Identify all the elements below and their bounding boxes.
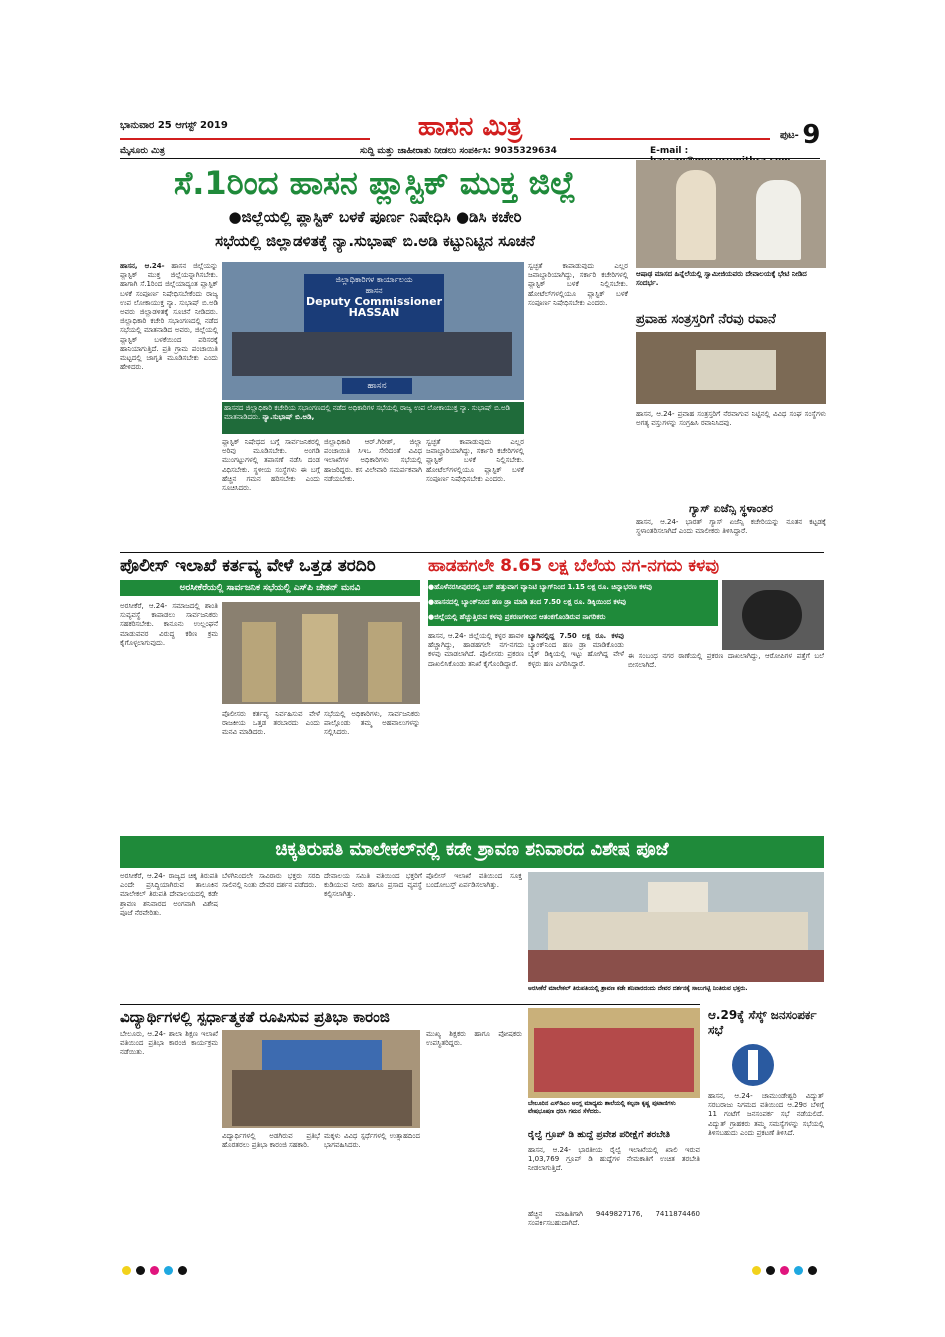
- lead-column-5: [528, 262, 628, 532]
- publisher-name: ಮೈಸೂರು ಮಿತ್ರ: [120, 146, 165, 156]
- stage-banner: [262, 1040, 382, 1070]
- cess-headline: ಆ.29ಕ್ಕೆ ಸೆಸ್ಕ್ ಜನಸಂಪರ್ಕ ಸಭೆ: [708, 1008, 817, 1037]
- masthead: [110, 112, 830, 160]
- reg-dot-cyan-r: [794, 1266, 803, 1275]
- reg-dot-magenta-r: [780, 1266, 789, 1275]
- pratibha-photo: [222, 1030, 420, 1128]
- railway-body: ಹಾಸನ, ಆ.24- ಭಾರತೀಯ ರೈಲ್ವೆ ಇಲಾಖೆಯಲ್ಲಿ ಖಾಲಿ ಇರುವ 1,03,769 ಗ್ರೂಪ್ ಡಿ ಹುದ್ದೆಗಳ ನೇಮಕಾತಿಗೆ ಉಚಿತ ತರಬೇತಿ ನೀಡಲಾಗುತ್ತಿದೆ.: [528, 1146, 700, 1173]
- flood-headline: ಪ್ರವಾಹ ಸಂತ್ರಸ್ತರಿಗೆ ನೆರವು ರವಾನೆ: [636, 312, 776, 327]
- theft-headline: ಹಾಡಹಗಲೇ 8.65 ಲಕ್ಷ ಬೆಲೆಯ ನಗ-ನಗದು ಕಳವು: [428, 556, 720, 576]
- police-column-1: ಅರಸೀಕೆರೆ, ಆ.24- ಸಮಾಜದಲ್ಲಿ ಶಾಂತಿ ಸುವ್ಯವಸ್ಥೆ ಕಾಪಾಡಲು ಸಾರ್ವಜನಿಕರು ಸಹಕರಿಸಬೇಕು. ಕಾನೂನು ಉಲ್ಲಂಘನೆ ಮಾಡುವವರ ವಿರುದ್ಧ ಕಠಿಣ ಕ್ರಮ ಕೈಗೊಳ್ಳಲಾಗುವುದು.: [120, 602, 218, 647]
- theft-column-3: ಈ ಸಂಬಂಧ ನಗರ ಠಾಣೆಯಲ್ಲಿ ಪ್ರಕರಣ ದಾಖಲಾಗಿದ್ದು, ಆರೋಪಿಗಳ ಪತ್ತೆಗೆ ಬಲೆ ಬೀಸಲಾಗಿದೆ.: [628, 652, 824, 670]
- children-caption: ಬೇಲೂರಿನ ಎಸ್‌ಡಿಎಂ ಆಂಗ್ಲ ಮಾಧ್ಯಮ ಶಾಲೆಯಲ್ಲಿ ಕಲ್ಪನಾ ಕೃಷ್ಣ ಪುಟಾಣಿಗಳು ವೇಷಭೂಷಣ ಧರಿಸಿ ಗಮನ ಸೆಳೆದರು.: [528, 1100, 676, 1115]
- police-photo: [222, 602, 420, 704]
- railway-headline: ರೈಲ್ವೆ ಗ್ರೂಪ್ ಡಿ ಹುದ್ದೆ ಪ್ರವೇಶ ಪರೀಕ್ಷೆಗೆ ತರಬೇತಿ: [528, 1130, 671, 1140]
- temple-caption: ಅರಸೀಕೆರೆ ಮಾಲೇಕಲ್ ತಿರುಪತಿಯಲ್ಲಿ ಶ್ರಾವಣ ಕಡೇ ಶನಿವಾರದಂದು ದೇವರ ದರ್ಶನಕ್ಕೆ ಸಾಲುಗಟ್ಟಿ ನಿಂತಿರುವ ಭಕ್ತರು.: [528, 985, 748, 992]
- sign-line-2: ಹಾಸನ: [365, 286, 383, 295]
- relief-van: [696, 350, 776, 390]
- reg-dot-black-r: [766, 1266, 775, 1275]
- lead-caption-text: ಹಾಸನದ ಜಿಲ್ಲಾಧಿಕಾರಿ ಕಚೇರಿಯ ಸಭಾಂಗಣದಲ್ಲಿ ನಡೆದ ಅಧಿಕಾರಿಗಳ ಸಭೆಯಲ್ಲಿ ರಾಜ್ಯ ಉಪ ಲೋಕಾಯುಕ್ತ ನ್ಯಾ. ಸುಭಾಷ್ ಬಿ.ಅಡಿ ಮಾತನಾಡಿದರು.: [224, 404, 511, 421]
- lead-column-4: ಸ್ವಚ್ಛತೆ ಕಾಪಾಡುವುದು ಎಲ್ಲರ ಜವಾಬ್ದಾರಿಯಾಗಿದ್ದು, ಸರ್ಕಾರಿ ಕಚೇರಿಗಳಲ್ಲಿ ಪ್ಲಾಸ್ಟಿಕ್ ಬಳಕೆ ನಿಲ್ಲಿಸಬೇಕು. ಹೋಟೆಲ್‌ಗಳಲ್ಲಿಯೂ ಪ್ಲಾಸ್ಟಿಕ್ ಬಳಕೆ ಸಂಪೂರ್ಣ ನಿಷೇಧಿಸಬೇಕು ಎಂದರು.: [426, 438, 524, 483]
- puja-column-1: ಅರಸೀಕೆರೆ, ಆ.24- ರಾಜ್ಯದ ಚಿಕ್ಕ ತಿರುಪತಿ ಎಂದೇ ಪ್ರಸಿದ್ಧಿಯಾಗಿರುವ ತಾಲೂಕಿನ ಮಾಲೇಕಲ್ ತಿರುಪತಿ ದೇವಾಲಯದಲ್ಲಿ ಕಡೇ ಶ್ರಾವಣ ಶನಿವಾರದ ಅಂಗವಾಗಿ ವಿಶೇಷ ಪೂಜೆ ನೆರವೇರಿತು.: [120, 872, 218, 917]
- police-headline: ಪೊಲೀಸ್ ಇಲಾಖೆ ಕರ್ತವ್ಯ ವೇಳೆ ಒತ್ತಡ ತರದಿರಿ: [120, 556, 376, 576]
- flood-body: ಹಾಸನ, ಆ.24- ಪ್ರವಾಹ ಸಂತ್ರಸ್ತರಿಗೆ ನೆರವಾಗುವ ನಿಟ್ಟಿನಲ್ಲಿ ವಿವಿಧ ಸಂಘ ಸಂಸ್ಥೆಗಳು ಅಗತ್ಯ ವಸ್ತುಗಳನ್ನು ಸಂಗ್ರಹಿಸಿ ರವಾನಿಸಿದವು.: [636, 410, 826, 428]
- registration-marks-right: [752, 1260, 822, 1279]
- dignitary-figures: [232, 1070, 412, 1126]
- chain-theft-photo: [722, 580, 824, 650]
- lead-column-1: [120, 262, 218, 532]
- masthead-rule-left: [120, 138, 370, 140]
- lead-dateline: ಹಾಸನ, ಆ.24-: [120, 262, 165, 270]
- theft-column-2: [528, 632, 624, 832]
- children-group-photo: [528, 1008, 700, 1098]
- pratibha-top-rule: [120, 1004, 700, 1005]
- police-officer-1: [242, 622, 276, 702]
- registration-marks-left: [122, 1260, 192, 1279]
- pratibha-column-1: ಬೇಲೂರು, ಆ.24- ಶಾಲಾ ಶಿಕ್ಷಣ ಇಲಾಖೆ ವತಿಯಿಂದ ಪ್ರತಿಭಾ ಕಾರಂಜಿ ಕಾರ್ಯಕ್ರಮ ನಡೆಯಿತು.: [120, 1030, 218, 1057]
- flood-relief-photo: [636, 332, 826, 404]
- lead-headline: ಸೆ.1ರಿಂದ ಹಾಸನ ಪ್ಲಾಸ್ಟಿಕ್ ಮುಕ್ತ ಜಿಲ್ಲೆ: [174, 164, 576, 202]
- lead-column-3: ಜಿಲ್ಲಾಧಿಕಾರಿ ಆರ್.ಗಿರೀಶ್, ಜಿಲ್ಲಾ ಪಂಚಾಯಿತಿ ಸಿಇಒ ಸೇರಿದಂತೆ ವಿವಿಧ ಇಲಾಖೆಗಳ ಅಧಿಕಾರಿಗಳು ಸಭೆಯಲ್ಲಿ ಹಾಜರಿದ್ದರು. ಕಸ ವಿಲೇವಾರಿ ಸಮರ್ಪಕವಾಗಿ ನಡೆಯಬೇಕು.: [324, 438, 422, 483]
- police-officer-2: [302, 614, 338, 702]
- helmet-figure: [742, 590, 802, 640]
- police-column-3: ಸಭೆಯಲ್ಲಿ ಅಧಿಕಾರಿಗಳು, ಸಾರ್ವಜನಿಕರು ಪಾಲ್ಗೊಂಡು ತಮ್ಮ ಅಹವಾಲುಗಳನ್ನು ಸಲ್ಲಿಸಿದರು.: [324, 710, 420, 737]
- issue-date: ಭಾನುವಾರ 25 ಆಗಸ್ಟ್ 2019: [120, 120, 228, 131]
- puja-column-4: ಪೊಲೀಸ್ ಇಲಾಖೆ ವತಿಯಿಂದ ಸೂಕ್ತ ಬಂದೋಬಸ್ತ್ ಏರ್ಪಡಿಸಲಾಗಿತ್ತು.: [426, 872, 522, 890]
- theft-bullet-1: ●ಹೊಳೆನರಸೀಪುರದಲ್ಲಿ ಬಸ್ ಹತ್ತುವಾಗ ವ್ಯಾನಿಟಿ ಬ್ಯಾಗ್‌ನಿಂದ 1.15 ಲಕ್ಷ ರೂ. ಚಿನ್ನಾಭರಣ ಕಳವು: [428, 583, 652, 591]
- lead-col5-text: ಸ್ವಚ್ಛತೆ ಕಾಪಾಡುವುದು ಎಲ್ಲರ ಜವಾಬ್ದಾರಿಯಾಗಿದ್ದು, ಸರ್ಕಾರಿ ಕಚೇರಿಗಳಲ್ಲಿ ಪ್ಲಾಸ್ಟಿಕ್ ಬಳಕೆ ನಿಲ್ಲಿಸಬೇಕು. ಹೋಟೆಲ್‌ಗಳಲ್ಲಿಯೂ ಪ್ಲಾಸ್ಟಿಕ್ ಬಳಕೆ ಸಂಪೂರ್ಣ ನಿಷೇಧಿಸಬೇಕು ಎಂದರು.: [528, 262, 628, 307]
- swamiji-figure: [676, 170, 716, 260]
- page-label: ಪುಟ-: [780, 130, 799, 141]
- police-top-rule: [120, 552, 824, 553]
- theft-bullets: [428, 580, 718, 626]
- children-row: [534, 1028, 694, 1092]
- theft-col2-text: ಬ್ಯಾಂಕ್‌ನಿಂದ ಹಣ ಡ್ರಾ ಮಾಡಿಕೊಂಡು ಬೈಕ್ ಡಿಕ್ಕಿಯಲ್ಲಿ ಇಟ್ಟು ಹೋಗಿದ್ದ ವೇಳೆ ಕಳ್ಳರು ಹಣ ಎಗರಿಸಿದ್ದಾರೆ.: [528, 641, 624, 668]
- devotee-figure: [756, 180, 801, 260]
- reg-dot-yellow: [122, 1266, 131, 1275]
- people-row: [232, 332, 512, 376]
- lead-caption-credit: ನ್ಯಾ.ಸುಭಾಷ್ ಬಿ.ಅಡಿ,: [262, 413, 315, 421]
- temple-building: [548, 912, 808, 952]
- reg-dot-magenta: [150, 1266, 159, 1275]
- gas-body: ಹಾಸನ, ಆ.24- ಭಾರತ್ ಗ್ಯಾಸ್ ಏಜೆನ್ಸಿ ಕಚೇರಿಯನ್ನು ನೂತನ ಕಟ್ಟಡಕ್ಕೆ ಸ್ಥಳಾಂತರಿಸಲಾಗಿದೆ ಎಂದು ಮಾಲೀಕರು ತಿಳಿಸಿದ್ದಾರೆ.: [636, 518, 826, 536]
- police-subhead: ಅರಸೀಕೆರೆಯಲ್ಲಿ ಸಾರ್ವಜನಿಕ ಸಭೆಯಲ್ಲಿ ಎಸ್‌ಪಿ ಚೇತನ್ ಮನವಿ: [120, 580, 420, 596]
- logo-mark: [748, 1050, 758, 1080]
- swamiji-photo: [636, 160, 826, 268]
- reg-dot-black-r2: [808, 1266, 817, 1275]
- contact-email: E-mail :: [650, 146, 689, 156]
- gas-headline: ಗ್ಯಾಸ್ ಏಜೆನ್ಸಿ ಸ್ಥಳಾಂತರ: [689, 502, 773, 515]
- sign-line-3: Deputy Commissioner: [305, 295, 443, 308]
- masthead-bottom-rule: [120, 158, 820, 159]
- masthead-rule-right: [570, 138, 770, 140]
- lead-col1-text: ಹಾಸನ ಜಿಲ್ಲೆಯನ್ನು ಪ್ಲಾಸ್ಟಿಕ್ ಮುಕ್ತ ಜಿಲ್ಲೆಯನ್ನಾಗಿಸಬೇಕು. ಹಾಗಾಗಿ ಸೆ.1ರಿಂದ ಜಿಲ್ಲೆಯಾದ್ಯಂತ ಪ್ಲಾಸ್ಟಿಕ್ ಬಳಕೆ ಸಂಪೂರ್ಣ ನಿಷೇಧಿಸಬೇಕೆಂದು ರಾಜ್ಯ ಉಪ ಲೋಕಾಯುಕ್ತ ನ್ಯಾ. ಸುಭಾಷ್ ಬಿ.ಅಡಿ ಅವರು ಜಿಲ್ಲಾಡಳಿತಕ್ಕೆ ಸೂಚನೆ ನೀಡಿದರು. ಜಿಲ್ಲಾಧಿಕಾರಿ ಕಚೇರಿ ಸಭಾಂಗಣದಲ್ಲಿ ನಡೆದ ಸಭೆಯಲ್ಲಿ ಮಾತನಾಡಿದ ಅವರು, ಜಿಲ್ಲೆಯಲ್ಲಿ ಪ್ಲಾಸ್ಟಿಕ್ ಬಳಕೆಯಿಂದ ಪರಿಸರಕ್ಕೆ ಹಾನಿಯಾಗುತ್ತಿದೆ. ಪ್ರತಿ ಗ್ರಾಮ ಪಂಚಾಯಿತಿ ಮಟ್ಟದಲ್ಲಿ ಜಾಗೃತಿ ಮೂಡಿಸಬೇಕು ಎಂದು ಹೇಳಿದರು.: [120, 262, 218, 372]
- lead-subhead-1: ●ಜಿಲ್ಲೆಯಲ್ಲಿ ಪ್ಲಾಸ್ಟಿಕ್ ಬಳಕೆ ಪೂರ್ಣ ನಿಷೇಧಿಸಿ ●ಡಿಸಿ ಕಚೇರಿ: [228, 208, 522, 226]
- police-column-2: ಪೊಲೀಸರು ಕರ್ತವ್ಯ ನಿರ್ವಹಿಸುವ ವೇಳೆ ರಾಜಕೀಯ ಒತ್ತಡ ತರಬಾರದು ಎಂದು ಮನವಿ ಮಾಡಿದರು.: [222, 710, 320, 737]
- lead-photo-caption: [222, 402, 524, 434]
- sign-line-4: HASSAN: [348, 306, 400, 319]
- railway-contact: ಹೆಚ್ಚಿನ ಮಾಹಿತಿಗಾಗಿ 9449827176, 7411874460 ಸಂಪರ್ಕಿಸಬಹುದಾಗಿದೆ.: [528, 1210, 700, 1228]
- table-banner: ಹಾಸನ: [342, 378, 412, 394]
- contact-label: ಸುದ್ದಿ ಮತ್ತು ಜಾಹೀರಾತು ನೀಡಲು ಸಂಪರ್ಕಿಸಿ:: [360, 146, 492, 156]
- theft-subhead: ಬ್ಯಾಗಿನಲ್ಲಿದ್ದ 7.50 ಲಕ್ಷ ರೂ. ಕಳವು: [528, 632, 624, 640]
- pratibha-column-2: ವಿದ್ಯಾರ್ಥಿಗಳಲ್ಲಿ ಅಡಗಿರುವ ಪ್ರತಿಭೆ ಹೊರತರಲು ಪ್ರತಿಭಾ ಕಾರಂಜಿ ಸಹಕಾರಿ.: [222, 1132, 320, 1150]
- puja-column-2: ಬೆಳಗಿನಿಂದಲೇ ಸಾವಿರಾರು ಭಕ್ತರು ಸರದಿ ಸಾಲಿನಲ್ಲಿ ನಿಂತು ದೇವರ ದರ್ಶನ ಪಡೆದರು.: [222, 872, 320, 890]
- lead-photo-meeting: [222, 262, 524, 400]
- pratibha-column-4: ಮುಖ್ಯ ಶಿಕ್ಷಕರು ಹಾಗೂ ಪೋಷಕರು ಉಪಸ್ಥಿತರಿದ್ದರು.: [426, 1030, 522, 1048]
- theft-bullet-3: ●ಜಿಲ್ಲೆಯಲ್ಲಿ ಹೆಚ್ಚುತ್ತಿರುವ ಕಳವು ಪ್ರಕರಣಗಳಿಂದ ಆತಂಕಗೊಂಡಿರುವ ನಾಗರಿಕರು: [428, 613, 606, 621]
- lead-column-2: ಪ್ಲಾಸ್ಟಿಕ್ ನಿಷೇಧದ ಬಗ್ಗೆ ಸಾರ್ವಜನಿಕರಲ್ಲಿ ಅರಿವು ಮೂಡಿಸಬೇಕು. ಅಂಗಡಿ ಮುಂಗಟ್ಟುಗಳಲ್ಲಿ ತಪಾಸಣೆ ನಡೆಸಿ ದಂಡ ವಿಧಿಸಬೇಕು. ಸ್ಥಳೀಯ ಸಂಸ್ಥೆಗಳು ಈ ಬಗ್ಗೆ ಹೆಚ್ಚಿನ ಗಮನ ಹರಿಸಬೇಕು ಎಂದು ಸೂಚಿಸಿದರು.: [222, 438, 320, 493]
- lead-subhead-2: ಸಭೆಯಲ್ಲಿ ಜಿಲ್ಲಾಡಳಿತಕ್ಕೆ ನ್ಯಾ.ಸುಭಾಷ್ ಬಿ.ಅಡಿ ಕಟ್ಟುನಿಟ್ಟಿನ ಸೂಚನೆ: [215, 232, 535, 250]
- puja-headline-bar: [120, 836, 824, 868]
- pratibha-headline: ವಿದ್ಯಾರ್ಥಿಗಳಲ್ಲಿ ಸ್ಪರ್ಧಾತ್ಮಕತೆ ರೂಪಿಸುವ ಪ್ರತಿಭಾ ಕಾರಂಜಿ: [120, 1008, 390, 1026]
- puja-column-3: ದೇವಾಲಯ ಸಮಿತಿ ವತಿಯಿಂದ ಭಕ್ತರಿಗೆ ಕುಡಿಯುವ ನೀರು ಹಾಗೂ ಪ್ರಸಾದ ವ್ಯವಸ್ಥೆ ಕಲ್ಪಿಸಲಾಗಿತ್ತು.: [324, 872, 422, 899]
- theft-column-1: ಹಾಸನ, ಆ.24- ಜಿಲ್ಲೆಯಲ್ಲಿ ಕಳ್ಳರ ಹಾವಳಿ ಹೆಚ್ಚಾಗಿದ್ದು, ಹಾಡಹಗಲೇ ನಗ-ನಗದು ಕಳವು ಮಾಡಲಾಗಿದೆ. ಪೊಲೀಸರು ಪ್ರಕರಣ ದಾಖಲಿಸಿಕೊಂಡು ತನಿಖೆ ಕೈಗೊಂಡಿದ್ದಾರೆ.: [428, 632, 524, 668]
- swamiji-caption: ಆಷಾಢ ಮಾಸದ ಹಿನ್ನೆಲೆಯಲ್ಲಿ ಸ್ವಾಮೀಜಿಯವರು ದೇವಾಲಯಕ್ಕೆ ಭೇಟಿ ನೀಡಿದ ಸಂದರ್ಭ.: [636, 270, 807, 287]
- page-number: 9: [802, 120, 821, 150]
- theft-bullet-2: ●ಹಾಸನದಲ್ಲಿ ಬ್ಯಾಂಕ್‌ನಿಂದ ಹಣ ಡ್ರಾ ಮಾಡಿ ತಂದ 7.50 ಲಕ್ಷ ರೂ. ಡಿಕ್ಕಿಯಿಂದ ಕಳವು: [428, 598, 626, 606]
- devotee-queue: [528, 950, 824, 982]
- dc-office-sign: [304, 274, 444, 334]
- cess-body: ಹಾಸನ, ಆ.24- ಚಾಮುಂಡೇಶ್ವರಿ ವಿದ್ಯುತ್ ಸರಬರಾಜು ನಿಗಮದ ವತಿಯಿಂದ ಆ.29ರ ಬೆಳಿಗ್ಗೆ 11 ಗಂಟೆಗೆ ಜನಸಂಪರ್ಕ ಸಭೆ ನಡೆಯಲಿದೆ. ವಿದ್ಯುತ್ ಗ್ರಾಹಕರು ತಮ್ಮ ಸಮಸ್ಯೆಗಳನ್ನು ಸಭೆಯಲ್ಲಿ ತಿಳಿಸಬಹುದು ಎಂದು ಪ್ರಕಟಣೆ ತಿಳಿಸಿದೆ.: [708, 1092, 824, 1137]
- pratibha-column-3: ಮಕ್ಕಳು ವಿವಿಧ ಸ್ಪರ್ಧೆಗಳಲ್ಲಿ ಉತ್ಸಾಹದಿಂದ ಭಾಗವಹಿಸಿದರು.: [324, 1132, 420, 1150]
- reg-dot-yellow-r: [752, 1266, 761, 1275]
- sign-line-1: ಜಿಲ್ಲಾಧಿಕಾರಿಗಳ ಕಾರ್ಯಾಲಯ: [335, 275, 413, 284]
- paper-title: ಹಾಸನ ಮಿತ್ರ: [417, 112, 523, 142]
- puja-headline: ಚಿಕ್ಕತಿರುಪತಿ ಮಾಲೇಕಲ್‌ನಲ್ಲಿ ಕಡೇ ಶ್ರಾವಣ ಶನಿವಾರದ ವಿಶೇಷ ಪೂಜೆ: [275, 839, 669, 860]
- reg-dot-cyan: [164, 1266, 173, 1275]
- reg-dot-black-2: [178, 1266, 187, 1275]
- contact-phone: 9035329634: [494, 146, 557, 156]
- temple-photo: [528, 872, 824, 982]
- cesc-logo: [732, 1044, 774, 1086]
- police-officer-3: [368, 622, 402, 702]
- reg-dot-black: [136, 1266, 145, 1275]
